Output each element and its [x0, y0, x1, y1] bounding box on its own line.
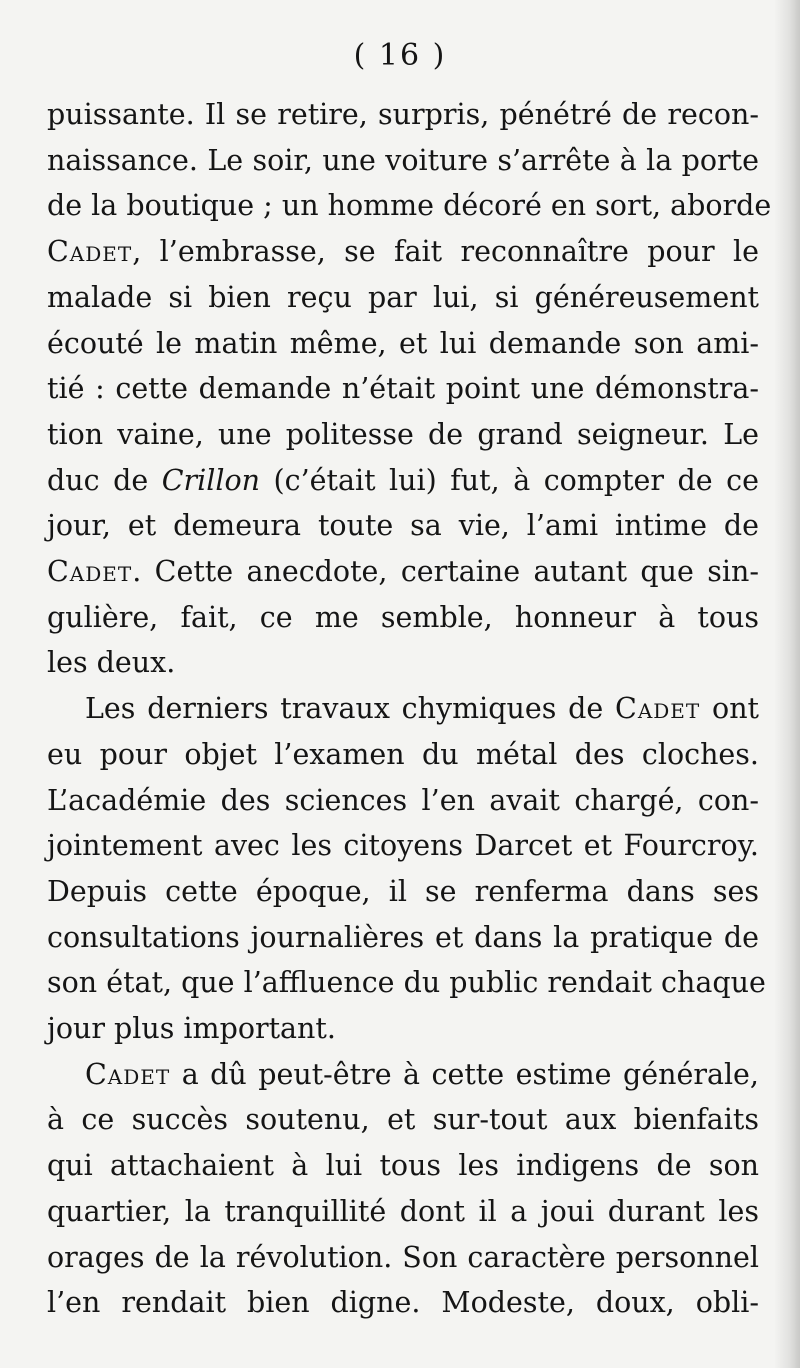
text-line: [47, 1097, 759, 1143]
text-run: jour plus important.: [47, 1012, 336, 1045]
text-run: les deux.: [47, 646, 176, 680]
text-run: eu pour objet l’examen du métal des cloches.: [47, 737, 759, 771]
name-italic: Crillon: [161, 463, 260, 497]
text-run: L’académie des sciences l’en avait chargé, con-: [47, 783, 759, 817]
text-line: [47, 915, 759, 961]
text-run: (c’était lui) fut, à compter de ce: [260, 463, 759, 497]
text-run: , l’embrasse, se fait reconnaître pour le: [132, 235, 759, 269]
text-run: à ce succès soutenu, et sur-tout aux bienfaits: [47, 1103, 759, 1137]
text-line: [47, 960, 766, 1006]
name-smallcaps: Cadet: [47, 555, 133, 588]
text-line: [47, 778, 759, 824]
text-run: duc de: [47, 463, 162, 497]
name-smallcaps: Cadet: [615, 692, 701, 726]
text-line: [47, 412, 759, 458]
text-line: [47, 1052, 759, 1098]
text-line: [47, 1143, 759, 1189]
text-run: l’en rendait bien digne. Modeste, doux, obli-: [47, 1286, 759, 1320]
text-line: [47, 1280, 759, 1326]
text-run: puissante. Il se retire, surpris, pénétré de recon-: [47, 98, 759, 131]
text-run: tié : cette demande n’était point une démonstra-: [47, 372, 759, 406]
text-line: [47, 366, 759, 412]
text-line: [47, 138, 759, 184]
text-line: [47, 275, 759, 321]
text-line: [47, 869, 759, 915]
text-line: [47, 640, 759, 686]
text-line: [47, 92, 759, 138]
text-run: ont: [700, 692, 759, 726]
text-run: . Cette anecdote, certaine autant que sin-: [132, 555, 759, 588]
text-run: quartier, la tranquillité dont il a joui durant les: [47, 1194, 759, 1228]
text-line: [47, 503, 759, 549]
text-run: jour, et demeura toute sa vie, l’ami intime de: [47, 509, 759, 543]
text-line: [47, 183, 772, 229]
text-line: [47, 595, 759, 641]
text-run: écouté le matin même, et lui demande son ami-: [47, 326, 759, 360]
text-run: orages de la révolution. Son caractère personnel: [47, 1240, 759, 1274]
text-line: [47, 1006, 759, 1052]
text-run: a dû peut-être à cette estime générale,: [170, 1057, 759, 1091]
text-run: naissance. Le soir, une voiture s’arrête à la porte: [47, 143, 759, 177]
text-run: qui attachaient à lui tous les indigens de son: [47, 1149, 759, 1183]
text-run: gulière, fait, ce me semble, honneur à tous: [47, 600, 759, 634]
text-line: [47, 686, 759, 732]
text-line: [47, 823, 759, 869]
text-run: Depuis cette époque, il se renferma dans ses: [47, 874, 759, 908]
text-run: malade si bien reçu par lui, si généreusement: [47, 280, 759, 314]
text-run: de la boutique ; un homme décoré en sort, aborde: [47, 189, 772, 223]
text-run: son état, que l’affluence du public rendait chaque: [47, 966, 766, 1000]
name-smallcaps: Cadet: [47, 235, 133, 269]
name-smallcaps: Cadet: [85, 1057, 171, 1091]
text-line: [47, 458, 759, 504]
text-run: tion vaine, une politesse de grand seigneur. Le: [47, 417, 759, 451]
text-line: [47, 1189, 759, 1235]
text-run: Les derniers travaux chymiques de: [85, 692, 616, 726]
text-run: consultations journalières et dans la pratique de: [47, 920, 759, 954]
text-line: [47, 321, 759, 367]
text-line: [47, 229, 759, 275]
text-line: [47, 549, 759, 595]
text-line: [47, 732, 759, 778]
text-line: [47, 1235, 759, 1281]
page-number: ( 16 ): [353, 38, 447, 73]
text-run: jointement avec les citoyens Darcet et Fourcroy.: [47, 829, 759, 863]
